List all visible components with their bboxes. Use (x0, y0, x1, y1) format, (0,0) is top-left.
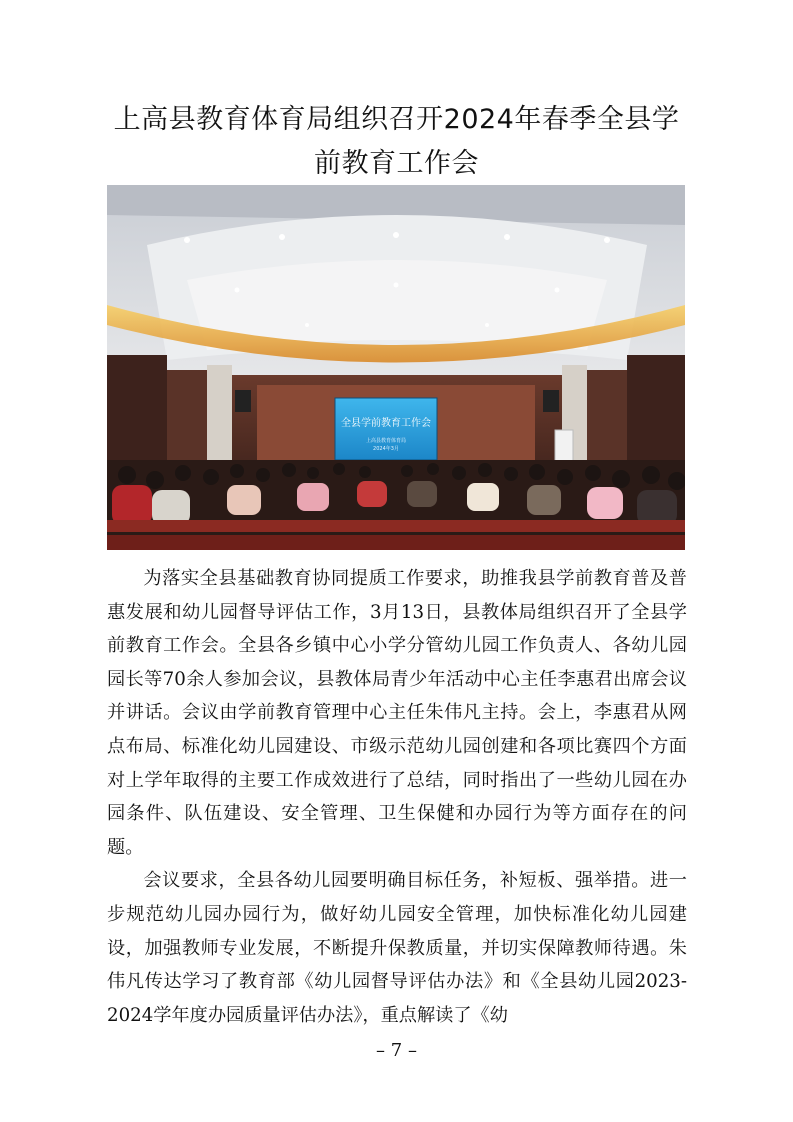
screen-date: 2024年3月 (373, 446, 399, 452)
page-number: – 7 – (376, 1040, 417, 1061)
article-body (107, 562, 687, 1032)
screen-title: 全县学前教育工作会 (341, 418, 431, 429)
meeting-photo (107, 185, 685, 550)
screen-subtitle: 上高县教育体育局 (365, 438, 407, 444)
article-title: 上高县教育体育局组织召开2024年春季全县学前教育工作会 (113, 104, 680, 179)
paragraph-2: 会议要求，全县各幼儿园要明确目标任务，补短板、强举措。进一步规范幼儿园办园行为，做好幼儿园安全管理，加快标准化幼儿园建设，加强教师专业发展，不断提升保教质量，并切实保障教师待遇。朱伟凡传达学习了教育部《幼儿园督导评估办法》和《全县幼儿园2023-2024学年度办园质量评估办法》，重点解读了《幼 (107, 870, 687, 1026)
paragraph-1: 为落实全县基础教育协同提质工作要求，助推我县学前教育普及普惠发展和幼儿园督导评估工作，3月13日，县教体局组织召开了全县学前教育工作会。全县各乡镇中心小学分管幼儿园工作负责人、各幼儿园园长等70余人参加会议，县教体局青少年活动中心主任李惠君出席会议并讲话。会议由学前教育管理中心主任朱伟凡主持。会上，李惠君从网点布局、标准化幼儿园建设、市级示范幼儿园创建和各项比赛四个方面对上学年取得的主要工作成效进行了总结，同时指出了一些幼儿园在办园条件、队伍建设、安全管理、卫生保健和办园行为等方面存在的问题。 (107, 568, 687, 858)
